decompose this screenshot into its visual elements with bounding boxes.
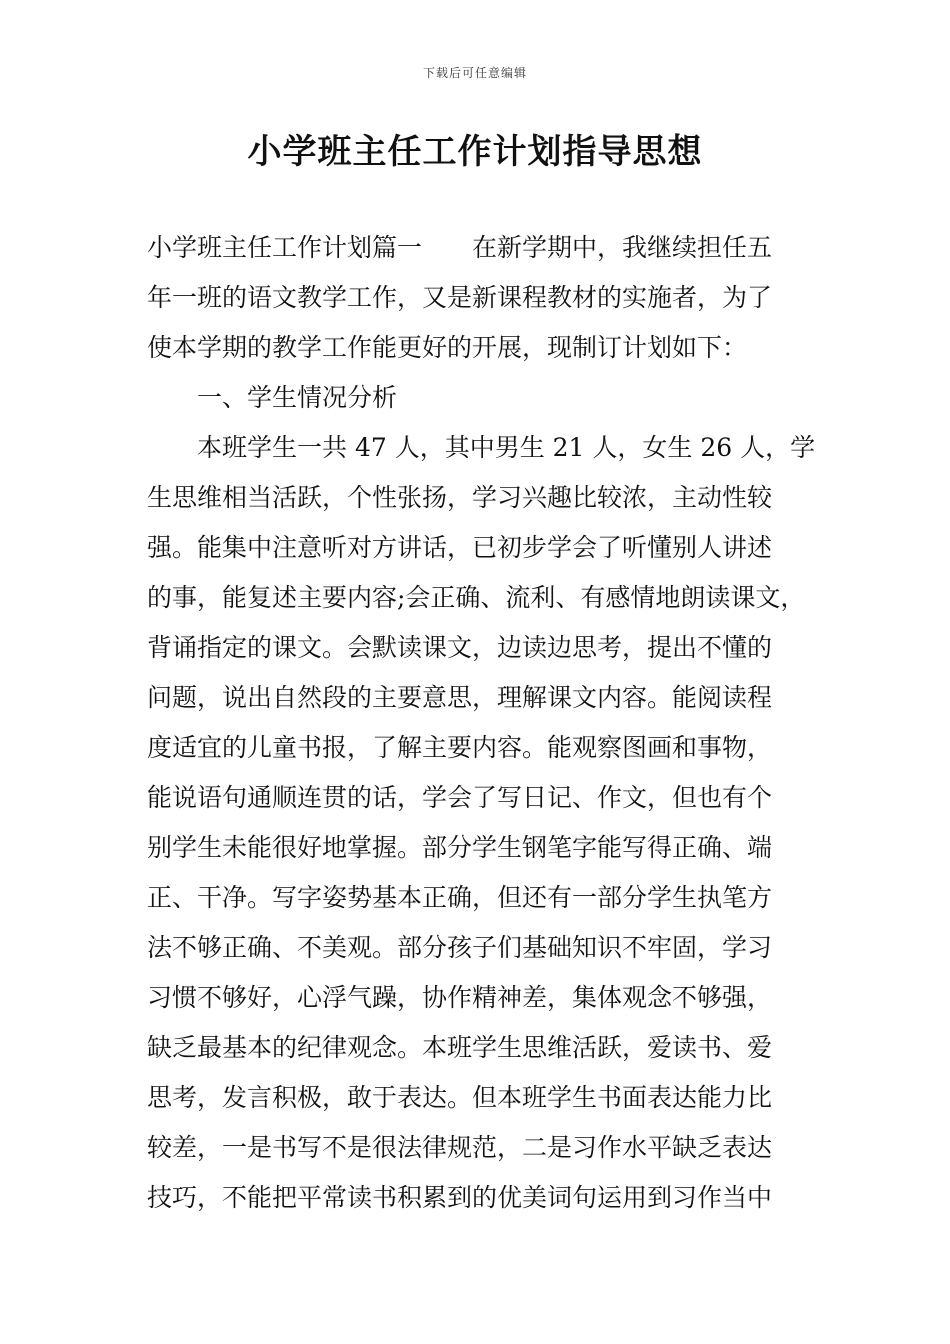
body-line: 较差，一是书写不是很法律规范，二是习作水平缺乏表达	[147, 1133, 773, 1162]
body-line: 能说语句通顺连贯的话，学会了写日记、作文，但也有个	[147, 783, 773, 812]
body-line: 年一班的语文教学工作，又是新课程教材的实施者，为了	[147, 283, 773, 312]
body-line: 使本学期的教学工作能更好的开展，现制订计划如下：	[147, 333, 748, 362]
body-line: 法不够正确、不美观。部分孩子们基础知识不牢固，学习	[147, 933, 773, 962]
body-line: 问题，说出自然段的主要意思，理解课文内容。能阅读程	[147, 683, 773, 712]
body-line: 习惯不够好，心浮气躁，协作精神差，集体观念不够强，	[147, 983, 773, 1012]
body-line: 别学生未能很好地掌握。部分学生钢笔字能写得正确、端	[147, 833, 773, 862]
document-title: 小学班主任工作计划指导思想	[247, 132, 703, 172]
body-line: 缺乏最基本的纪律观念。本班学生思维活跃，爱读书、爱	[147, 1033, 773, 1062]
body-line: 本班学生一共 47 人，其中男生 21 人，女生 26 人，学	[197, 433, 816, 462]
body-line: 度适宜的儿童书报，了解主要内容。能观察图画和事物，	[147, 733, 773, 762]
body-line: 思考，发言积极，敢于表达。但本班学生书面表达能力比	[147, 1083, 773, 1112]
body-line: 技巧，不能把平常读书积累到的优美词句运用到习作当中	[147, 1183, 773, 1212]
header-note: 下载后可任意编辑	[422, 66, 527, 80]
body-line: 正、干净。写字姿势基本正确，但还有一部分学生执笔方	[147, 883, 773, 912]
body-line: 小学班主任工作计划篇一 在新学期中，我继续担任五	[147, 233, 773, 262]
section-heading: 一、学生情况分析	[197, 383, 398, 412]
body-line: 的事，能复述主要内容;会正确、流利、有感情地朗读课文，	[147, 583, 806, 612]
body-line: 强。能集中注意听对方讲话，已初步学会了听懂别人讲述	[147, 533, 773, 562]
body-line: 背诵指定的课文。会默读课文，边读边思考，提出不懂的	[147, 633, 773, 662]
body-line: 生思维相当活跃，个性张扬，学习兴趣比较浓，主动性较	[147, 483, 773, 512]
